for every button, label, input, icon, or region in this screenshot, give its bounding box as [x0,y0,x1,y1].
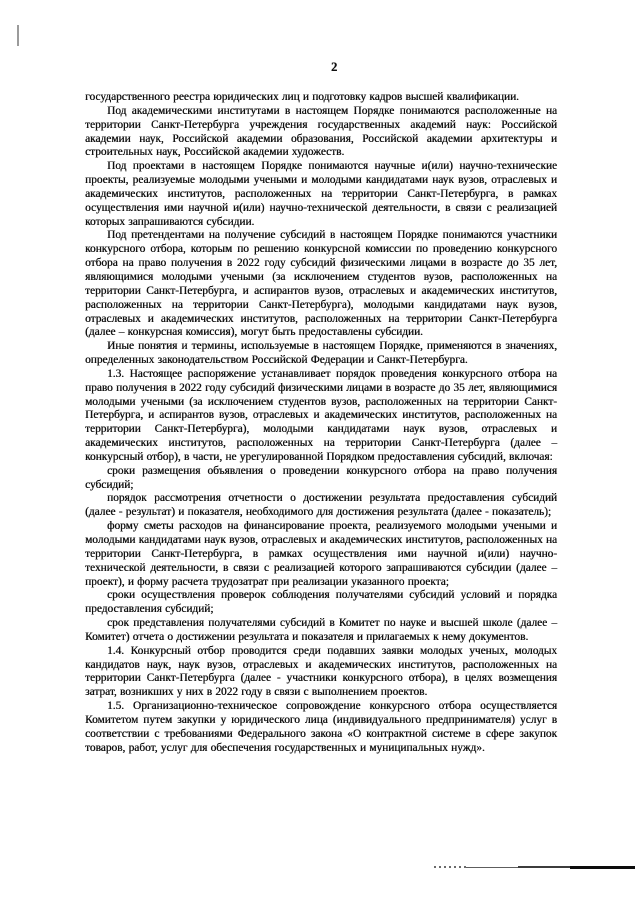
paragraph: государственного реестра юридических лиц и подготовку кадров высшей квалификации. [85,91,519,103]
scan-mark-vertical [17,25,19,46]
page-number: 2 [331,60,338,74]
paragraph: 1.3. Настоящее распоряжение устанавливает порядок проведения конкурсного отбора на право получения в 2022 году субсидий физическими лицами в возрасте до 35 лет, являющимися молодыми учеными (за исключением студентов вузов, расположенных на территории Санкт-Петербурга, и аспирантов вузов, отраслевых и академических институтов, расположенных на территории Санкт-Петербурга), молодыми кандидатами наук вузов, отраслевых и академических институтов, расположенных на территории Санкт-Петербурга (далее – конкурсный отбор), в части, не урегулированной Порядком предоставления субсидий, включая: [85,367,557,463]
paragraph: Под претендентами на получение субсидий в настоящем Порядке понимаются участники конкурсного отбора, которым по решению конкурсной комиссии по проведению конкурсного отбора на право получения в 2022 году субсидий физическими лицами в возрасте до 35 лет, являющимися молодыми учеными (за исключением студентов вузов, расположенных на территории Санкт-Петербурга, и аспирантов вузов, отраслевых и академических институтов, расположенных на территории Санкт-Петербурга), молодыми кандидатами наук вузов, отраслевых и академических институтов, расположенных на территории Санкт-Петербурга (далее – конкурсная комиссия), могут быть предоставлены субсидии. [85,229,557,339]
paragraph: 1.5. Организационно-техническое сопровождение конкурсного отбора осуществляется Комитетом путем закупки у юридического лица (индивидуального предпринимателя) услуг в соответствии с требованиями Федерального закона «О контрактной системе в сфере закупок товаров, работ, услуг для обеспечения государственных и муниципальных нужд». [85,700,557,754]
paragraph: сроки осуществления проверок соблюдения получателями субсидий условий и порядка предоставления субсидий; [85,589,557,616]
paragraph: форму сметы расходов на финансирование проекта, реализуемого молодыми учеными и молодыми кандидатами наук вузов, отраслевых и академических институтов, расположенных на территории Санкт-Петербурга, в рамках осуществления ими научной и(или) научно-технической деятельности, в связи с реализацией которого запрашиваются субсидии (далее – проект), и форму расчета трудозатрат при реализации указанного проекта; [85,520,557,588]
paragraph: Под проектами в настоящем Порядке понимаются научные и(или) научно-технические проекты, реализуемые молодыми учеными и молодыми кандидатами наук вузов, отраслевых и академических институтов, расположенных на территории Санкт-Петербурга, в рамках осуществления ими научной и(или) научно-технической деятельности, в связи с реализацией которых запрашиваются субсидии. [85,160,557,228]
paragraph: 1.4. Конкурсный отбор проводится среди подавших заявки молодых ученых, молодых кандидатов наук, наук вузов, отраслевых и академических институтов, расположенных на территории Санкт-Петербурга (далее - участники конкурсного отбора), в целях возмещения затрат, возникших у них в 2022 году в связи с выполнением проектов. [85,644,557,699]
scan-artifact-dotted-segment [434,866,466,868]
scan-artifact-medium-segment [518,866,570,868]
paragraph: Иные понятия и термины, используемые в настоящем Порядке, применяются в значениях, определенных законодательством Российской Федерации и Санкт-Петербурга. [85,340,557,367]
paragraph: Под академическими институтами в настоящем Порядке понимаются расположенные на территории Санкт-Петербурга учреждения государственных академий наук: Российской академии наук, Российской академии образования, Российской академии архитектуры и строительных наук, Российской академии художеств. [85,104,557,159]
document-body [85,91,557,756]
scan-artifact-thin-segment [466,867,518,868]
paragraph: порядок рассмотрения отчетности о достижении результата предоставления субсидий (далее - результат) и показателя, необходимого для достижения результата (далее - показатель); [85,492,557,519]
paragraph: сроки размещения объявления о проведении конкурсного отбора на право получения субсидий; [85,464,557,491]
paragraph: срок представления получателями субсидий в Комитет по науке и высшей школе (далее – Комитет) отчета о достижении результата и показателя и прилагаемых к нему документов. [85,617,557,643]
scan-artifact-line [434,865,635,869]
scan-artifact-dark-segment [570,866,635,869]
